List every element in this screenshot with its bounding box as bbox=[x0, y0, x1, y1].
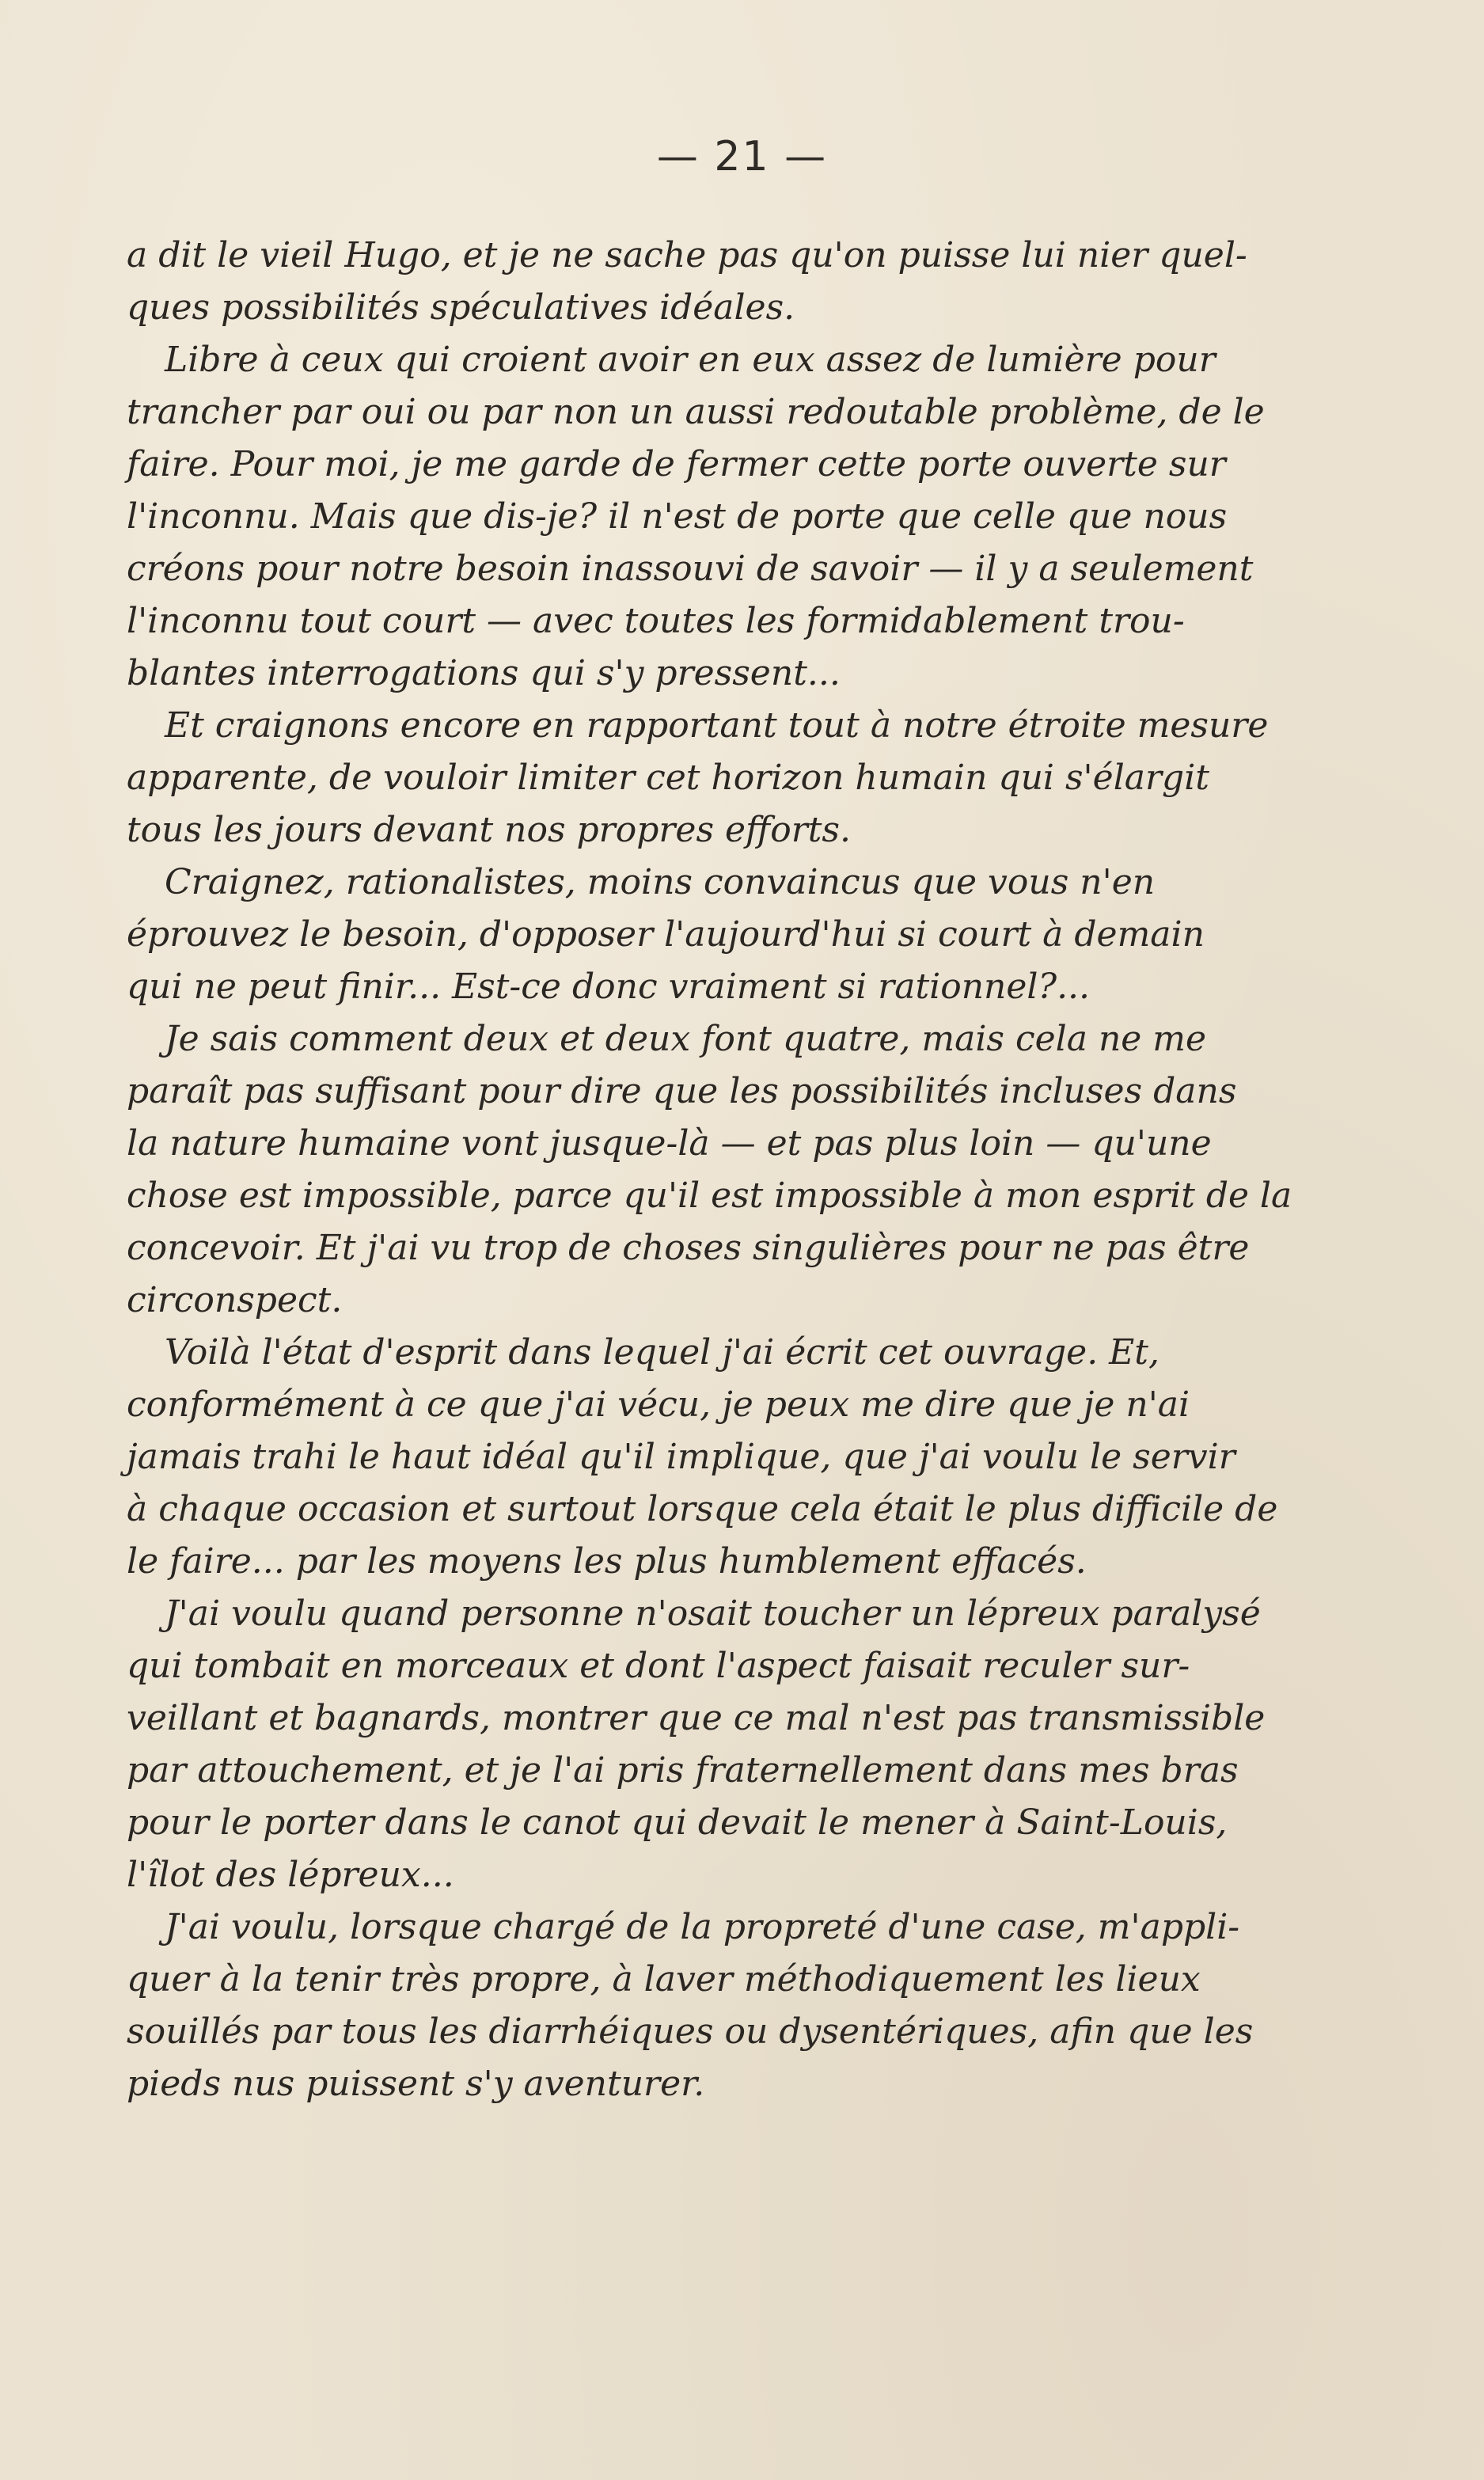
text-line: chose est impossible, parce qu'il est impossible à mon esprit de la bbox=[127, 1175, 1292, 1216]
text-line: tous les jours devant nos propres efforts. bbox=[127, 810, 851, 850]
text-line: quer à la tenir très propre, à laver méthodiquement les lieux bbox=[127, 1959, 1201, 2000]
text-line: Libre à ceux qui croient avoir en eux assez de lumière pour bbox=[165, 340, 1216, 380]
text-line: J'ai voulu, lorsque chargé de la propreté d'une case, m'appli- bbox=[165, 1907, 1240, 1947]
text-line: à chaque occasion et surtout lorsque cela était le plus difficile de bbox=[127, 1489, 1278, 1529]
text-line: jamais trahi le haut idéal qu'il implique, que j'ai voulu le servir bbox=[127, 1437, 1235, 1477]
text-line: créons pour notre besoin inassouvi de savoir — il y a seulement bbox=[127, 549, 1254, 589]
text-line: concevoir. Et j'ai vu trop de choses singulières pour ne pas être bbox=[127, 1228, 1250, 1268]
text-line: a dit le vieil Hugo, et je ne sache pas qu'on puisse lui nier quel- bbox=[127, 235, 1247, 275]
text-line: l'inconnu. Mais que dis-je? il n'est de porte que celle que nous bbox=[127, 496, 1228, 537]
text-line: qui ne peut finir... Est-ce donc vraiment si rationnel?... bbox=[127, 967, 1091, 1007]
text-line: circonspect. bbox=[127, 1280, 343, 1320]
text-line: pieds nus puissent s'y aventurer. bbox=[127, 2064, 705, 2104]
text-line: qui tombait en morceaux et dont l'aspect faisait reculer sur- bbox=[127, 1646, 1190, 1686]
text-line: conformément à ce que j'ai vécu, je peux me dire que je n'ai bbox=[127, 1384, 1190, 1425]
text-line: pour le porter dans le canot qui devait le mener à Saint-Louis, bbox=[127, 1802, 1228, 1843]
text-line: Et craignons encore en rapportant tout à notre étroite mesure bbox=[165, 705, 1269, 746]
text-line: J'ai voulu quand personne n'osait toucher un lépreux paralysé bbox=[165, 1593, 1261, 1634]
text-line: trancher par oui ou par non un aussi redoutable problème, de le bbox=[127, 392, 1265, 432]
text-line: le faire... par les moyens les plus humblement effacés. bbox=[127, 1541, 1087, 1582]
text-line: Je sais comment deux et deux font quatre, mais cela ne me bbox=[165, 1019, 1207, 1059]
text-line: paraît pas suffisant pour dire que les possibilités incluses dans bbox=[127, 1071, 1237, 1111]
text-line: faire. Pour moi, je me garde de fermer cette porte ouverte sur bbox=[127, 444, 1226, 484]
text-line: souillés par tous les diarrhéiques ou dysentériques, afin que les bbox=[127, 2011, 1254, 2052]
text-line: Voilà l'état d'esprit dans lequel j'ai écrit cet ouvrage. Et, bbox=[165, 1332, 1159, 1373]
page-number: — 21 — bbox=[656, 133, 828, 180]
text-line: l'îlot des lépreux... bbox=[127, 1855, 454, 1895]
text-line: veillant et bagnards, montrer que ce mal n'est pas transmissible bbox=[127, 1698, 1266, 1738]
text-line: éprouvez le besoin, d'opposer l'aujourd'hui si court à demain bbox=[127, 914, 1205, 955]
text-line: apparente, de vouloir limiter cet horizon humain qui s'élargit bbox=[127, 758, 1209, 798]
text-line: par attouchement, et je l'ai pris fraternellement dans mes bras bbox=[127, 1750, 1239, 1791]
text-line: la nature humaine vont jusque-là — et pas plus loin — qu'une bbox=[127, 1123, 1212, 1164]
text-line: ques possibilités spéculatives idéales. bbox=[127, 287, 795, 328]
text-line: Craignez, rationalistes, moins convaincus que vous n'en bbox=[165, 862, 1156, 902]
text-line: l'inconnu tout court — avec toutes les formidablement trou- bbox=[127, 601, 1185, 641]
text-line: blantes interrogations qui s'y pressent... bbox=[127, 653, 841, 693]
